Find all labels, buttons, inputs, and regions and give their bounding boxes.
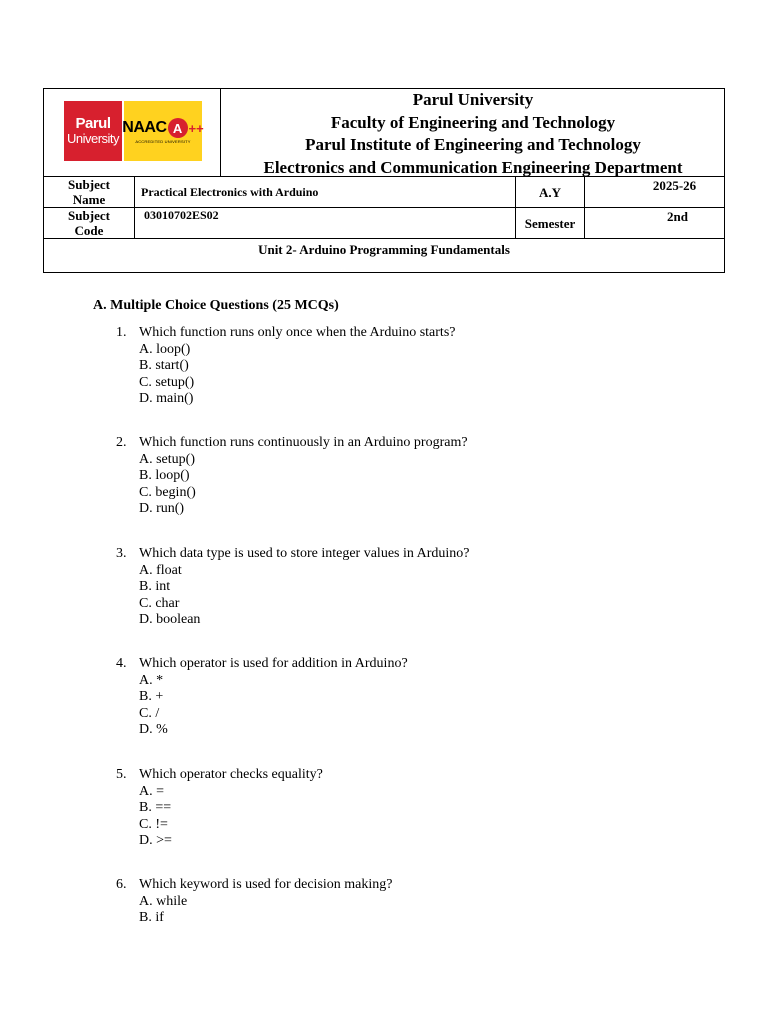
logo-text: ++ [188, 120, 204, 136]
answer-option: B. == [139, 800, 172, 815]
answer-option: D. run() [139, 501, 185, 516]
logo-text: Parul [75, 115, 111, 133]
answer-option: A. float [139, 562, 182, 578]
university-title-block [221, 89, 725, 179]
subject-code-value: 03010702ES02 [144, 207, 219, 222]
logo-text: University [66, 131, 120, 147]
question-text: Which operator is used for addition in Arduino? [139, 656, 408, 671]
question-text: Which function runs continuously in an Arduino program? [139, 435, 468, 450]
parul-logo [64, 101, 122, 161]
academic-year-value: 2025-26 [652, 177, 697, 193]
answer-option: B. int [139, 579, 171, 594]
academic-year-label: A.Y [538, 184, 562, 200]
question-text: Which keyword is used for decision making? [139, 877, 393, 892]
subject-name-value: Practical Electronics with Arduino [141, 184, 319, 199]
answer-option: C. begin() [139, 484, 196, 500]
question-number: 6. [116, 877, 127, 892]
answer-option: A. while [139, 893, 188, 909]
answer-option: A. setup() [139, 451, 195, 467]
logo-text: A [168, 118, 188, 138]
unit-title: Unit 2- Arduino Programming Fundamentals [258, 241, 510, 257]
answer-option: C. char [139, 595, 180, 611]
answer-option: A. = [139, 783, 165, 799]
subject-code-label: Subject Code [68, 208, 110, 238]
semester-label: Semester [524, 215, 576, 231]
logo-text: NAAC [122, 119, 167, 136]
answer-option: B. start() [139, 358, 189, 373]
question-text: Which operator checks equality? [139, 767, 323, 782]
answer-option: D. % [139, 722, 168, 737]
answer-option: C. setup() [139, 374, 195, 390]
answer-option: D. >= [139, 833, 172, 848]
question-text: Which function runs only once when the Arduino starts? [139, 325, 456, 340]
question-number: 5. [116, 767, 127, 782]
answer-option: D. boolean [139, 612, 201, 627]
title-line: Electronics and Communication Engineering Department [263, 157, 683, 177]
answer-option: A. * [139, 672, 164, 688]
university-logo [64, 101, 202, 161]
question-number: 4. [116, 656, 127, 671]
naac-badge [122, 101, 202, 161]
title-line: Parul University [412, 90, 534, 109]
answer-option: B. loop() [139, 468, 190, 483]
question-number: 1. [116, 325, 127, 340]
answer-option: A. loop() [139, 341, 191, 357]
title-line: Faculty of Engineering and Technology [330, 112, 616, 132]
answer-option: C. / [139, 705, 160, 721]
question-number: 3. [116, 546, 127, 561]
subject-name-label: Subject Name [68, 177, 110, 207]
question-number: 2. [116, 435, 127, 450]
question-text: Which data type is used to store integer values in Arduino? [139, 546, 470, 561]
answer-option: C. != [139, 816, 168, 832]
answer-option: B. if [139, 910, 164, 925]
logo-text: ACCREDITED UNIVERSITY [135, 139, 191, 144]
header-table [43, 88, 725, 273]
section-title: A. Multiple Choice Questions (25 MCQs) [93, 298, 339, 313]
title-line: Parul Institute of Engineering and Technology [305, 135, 641, 154]
answer-option: B. + [139, 689, 164, 704]
semester-value: 2nd [667, 208, 688, 224]
answer-option: D. main() [139, 391, 194, 406]
